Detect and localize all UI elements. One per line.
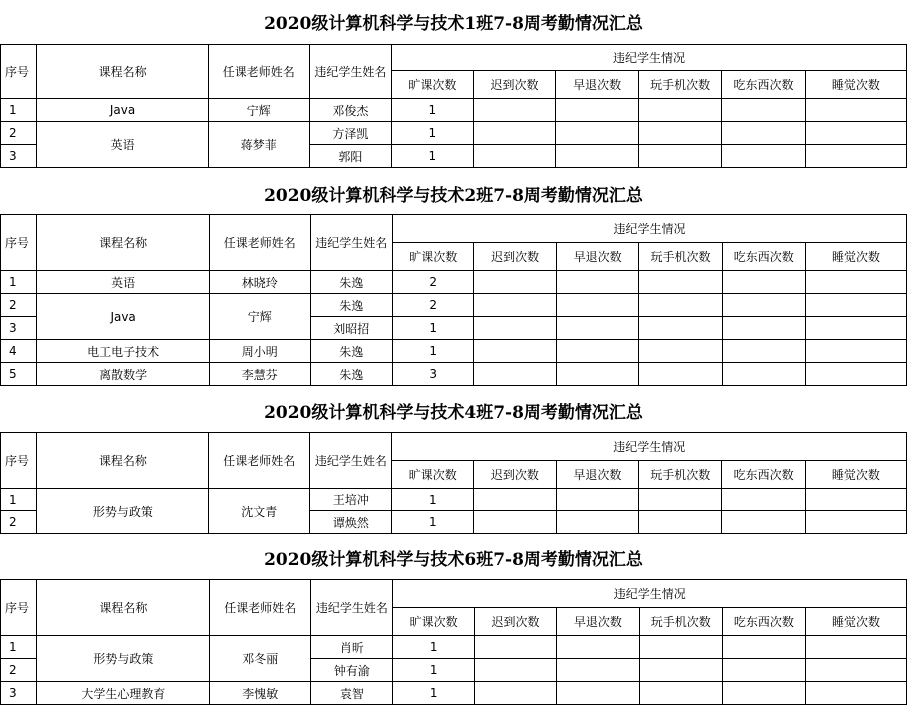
- header-teacher: 任课老师姓名: [210, 580, 311, 636]
- attendance-table: [0, 432, 907, 534]
- row-student: 刘昭招: [310, 317, 392, 340]
- row-teacher: 李慧芬: [209, 363, 310, 386]
- row-course: Java: [37, 294, 209, 340]
- row-absent: 1: [392, 340, 474, 363]
- header-course: 课程名称: [37, 580, 210, 636]
- row-late: [474, 317, 556, 340]
- row-student: 袁智: [311, 682, 393, 705]
- row-early: [556, 294, 638, 317]
- table-row: [1, 340, 907, 363]
- row-course: 大学生心理教育: [37, 682, 210, 705]
- row-early: [556, 271, 638, 294]
- section-title: 2020级计算机科学与技术4班7-8周考勤情况汇总: [264, 403, 643, 423]
- row-sleeping: [805, 511, 906, 534]
- table-row: [1, 271, 907, 294]
- row-student: 郭阳: [309, 145, 391, 168]
- attendance-table: [0, 44, 907, 168]
- row-eating: [722, 340, 805, 363]
- row-absent: 2: [392, 271, 474, 294]
- row-sleeping: [805, 489, 906, 511]
- row-student: 肖昕: [311, 636, 393, 659]
- header-student: 违纪学生姓名: [311, 580, 393, 636]
- row-teacher: 宁辉: [208, 99, 309, 122]
- attendance-table: [0, 579, 907, 705]
- row-absent: 1: [392, 145, 474, 168]
- row-early: [556, 489, 639, 511]
- row-student: 谭焕然: [310, 511, 392, 534]
- row-course: 英语: [37, 122, 208, 168]
- row-teacher: 林晓玲: [209, 271, 310, 294]
- header-violation-group: 违纪学生情况: [392, 433, 907, 461]
- section-title: 2020级计算机科学与技术2班7-8周考勤情况汇总: [264, 186, 643, 206]
- row-eating: [722, 636, 805, 659]
- row-teacher: 邓冬丽: [210, 636, 311, 682]
- row-late: [474, 659, 556, 682]
- header-phone: 玩手机次数: [639, 243, 722, 271]
- row-student: 朱逸: [310, 294, 392, 317]
- row-sleeping: [806, 636, 907, 659]
- row-early: [557, 659, 639, 682]
- row-seq: 1: [1, 271, 37, 294]
- row-course: Java: [37, 99, 208, 122]
- row-eating: [722, 122, 805, 145]
- row-seq: 3: [1, 317, 37, 340]
- row-early: [557, 636, 639, 659]
- header-seq: 序号: [1, 45, 37, 99]
- row-eating: [722, 511, 805, 534]
- row-teacher: 宁辉: [209, 294, 310, 340]
- row-absent: 1: [392, 317, 474, 340]
- row-phone: [639, 636, 722, 659]
- header-late: 迟到次数: [474, 461, 557, 489]
- row-sleeping: [805, 340, 906, 363]
- table-row: [1, 122, 907, 145]
- table-row: [1, 489, 907, 511]
- row-phone: [639, 363, 722, 386]
- row-seq: 3: [1, 682, 37, 705]
- header-sleeping: 睡觉次数: [805, 243, 906, 271]
- header-late: 迟到次数: [474, 608, 556, 636]
- header-phone: 玩手机次数: [639, 461, 722, 489]
- row-eating: [722, 99, 805, 122]
- header-sleeping: 睡觉次数: [805, 461, 906, 489]
- header-course: 课程名称: [37, 215, 209, 271]
- row-late: [473, 145, 556, 168]
- row-late: [474, 511, 557, 534]
- row-absent: 1: [393, 659, 474, 682]
- row-phone: [638, 99, 721, 122]
- header-student: 违纪学生姓名: [309, 45, 391, 99]
- header-seq: 序号: [1, 580, 37, 636]
- row-phone: [639, 682, 722, 705]
- row-late: [474, 294, 556, 317]
- row-seq: 2: [1, 122, 37, 145]
- section-title: 2020级计算机科学与技术1班7-8周考勤情况汇总: [264, 14, 643, 34]
- row-sleeping: [805, 99, 906, 122]
- header-absent: 旷课次数: [392, 461, 474, 489]
- row-late: [474, 271, 556, 294]
- row-teacher: 李愧敏: [210, 682, 311, 705]
- row-sleeping: [805, 363, 906, 386]
- row-early: [556, 317, 638, 340]
- header-late: 迟到次数: [474, 243, 556, 271]
- row-early: [556, 122, 639, 145]
- row-seq: 2: [1, 659, 37, 682]
- row-phone: [639, 489, 722, 511]
- header-course: 课程名称: [37, 45, 208, 99]
- header-student: 违纪学生姓名: [310, 215, 392, 271]
- row-phone: [639, 317, 722, 340]
- header-late: 迟到次数: [473, 71, 556, 99]
- row-student: 朱逸: [310, 271, 392, 294]
- row-early: [556, 99, 639, 122]
- header-violation-group: 违纪学生情况: [392, 45, 907, 71]
- row-absent: 1: [392, 122, 474, 145]
- row-absent: 2: [392, 294, 474, 317]
- row-phone: [639, 511, 722, 534]
- row-student: 朱逸: [310, 340, 392, 363]
- row-phone: [639, 271, 722, 294]
- row-late: [473, 122, 556, 145]
- header-phone: 玩手机次数: [639, 608, 722, 636]
- row-seq: 1: [1, 636, 37, 659]
- row-absent: 3: [392, 363, 474, 386]
- row-eating: [722, 363, 805, 386]
- row-eating: [722, 294, 805, 317]
- row-sleeping: [805, 294, 906, 317]
- row-seq: 2: [1, 294, 37, 317]
- row-course: 离散数学: [37, 363, 209, 386]
- row-sleeping: [806, 659, 907, 682]
- row-seq: 1: [1, 99, 37, 122]
- section-title: 2020级计算机科学与技术6班7-8周考勤情况汇总: [264, 550, 643, 570]
- header-eating: 吃东西次数: [722, 461, 805, 489]
- header-eating: 吃东西次数: [722, 243, 805, 271]
- row-late: [474, 363, 556, 386]
- row-student: 王培冲: [310, 489, 392, 511]
- row-absent: 1: [392, 99, 474, 122]
- header-sleeping: 睡觉次数: [805, 71, 906, 99]
- header-seq: 序号: [1, 433, 37, 489]
- row-eating: [722, 489, 805, 511]
- header-absent: 旷课次数: [393, 608, 474, 636]
- row-student: 方泽凯: [309, 122, 391, 145]
- header-early: 早退次数: [556, 71, 639, 99]
- row-absent: 1: [393, 682, 474, 705]
- row-eating: [722, 271, 805, 294]
- table-row: [1, 636, 907, 659]
- header-absent: 旷课次数: [392, 243, 474, 271]
- row-seq: 5: [1, 363, 37, 386]
- header-violation-group: 违纪学生情况: [392, 215, 906, 243]
- header-early: 早退次数: [556, 243, 638, 271]
- header-early: 早退次数: [556, 461, 639, 489]
- row-phone: [639, 340, 722, 363]
- table-row: [1, 294, 907, 317]
- header-absent: 旷课次数: [392, 71, 474, 99]
- header-phone: 玩手机次数: [638, 71, 721, 99]
- row-seq: 2: [1, 511, 37, 534]
- row-early: [556, 145, 639, 168]
- row-late: [474, 340, 556, 363]
- row-absent: 1: [393, 636, 474, 659]
- header-eating: 吃东西次数: [722, 71, 805, 99]
- row-sleeping: [805, 317, 906, 340]
- row-sleeping: [805, 145, 906, 168]
- row-early: [556, 511, 639, 534]
- row-absent: 1: [392, 511, 474, 534]
- row-eating: [722, 317, 805, 340]
- row-seq: 1: [1, 489, 37, 511]
- attendance-table: [0, 214, 907, 386]
- row-student: 钟有渝: [311, 659, 393, 682]
- row-sleeping: [806, 682, 907, 705]
- row-student: 邓俊杰: [309, 99, 391, 122]
- row-eating: [722, 659, 805, 682]
- header-eating: 吃东西次数: [722, 608, 805, 636]
- row-absent: 1: [392, 489, 474, 511]
- header-course: 课程名称: [37, 433, 209, 489]
- row-phone: [639, 294, 722, 317]
- header-seq: 序号: [1, 215, 37, 271]
- header-teacher: 任课老师姓名: [208, 45, 309, 99]
- row-sleeping: [805, 271, 906, 294]
- row-late: [473, 99, 556, 122]
- table-row: [1, 363, 907, 386]
- row-eating: [722, 145, 805, 168]
- row-teacher: 沈文青: [209, 489, 310, 534]
- header-teacher: 任课老师姓名: [209, 433, 310, 489]
- row-late: [474, 636, 556, 659]
- row-phone: [638, 145, 721, 168]
- row-course: 电工电子技术: [37, 340, 209, 363]
- row-course: 英语: [37, 271, 209, 294]
- row-teacher: 周小明: [209, 340, 310, 363]
- row-early: [557, 682, 639, 705]
- row-late: [474, 489, 557, 511]
- table-row: [1, 99, 907, 122]
- header-early: 早退次数: [557, 608, 639, 636]
- row-phone: [639, 659, 722, 682]
- row-late: [474, 682, 556, 705]
- row-early: [556, 363, 638, 386]
- row-course: 形势与政策: [37, 489, 209, 534]
- row-early: [556, 340, 638, 363]
- header-teacher: 任课老师姓名: [209, 215, 310, 271]
- table-row: [1, 682, 907, 705]
- row-seq: 3: [1, 145, 37, 168]
- header-sleeping: 睡觉次数: [806, 608, 907, 636]
- row-seq: 4: [1, 340, 37, 363]
- row-course: 形势与政策: [37, 636, 210, 682]
- header-violation-group: 违纪学生情况: [393, 580, 907, 608]
- row-teacher: 蒋梦菲: [208, 122, 309, 168]
- header-student: 违纪学生姓名: [310, 433, 392, 489]
- row-phone: [638, 122, 721, 145]
- row-sleeping: [805, 122, 906, 145]
- row-student: 朱逸: [310, 363, 392, 386]
- row-eating: [722, 682, 805, 705]
